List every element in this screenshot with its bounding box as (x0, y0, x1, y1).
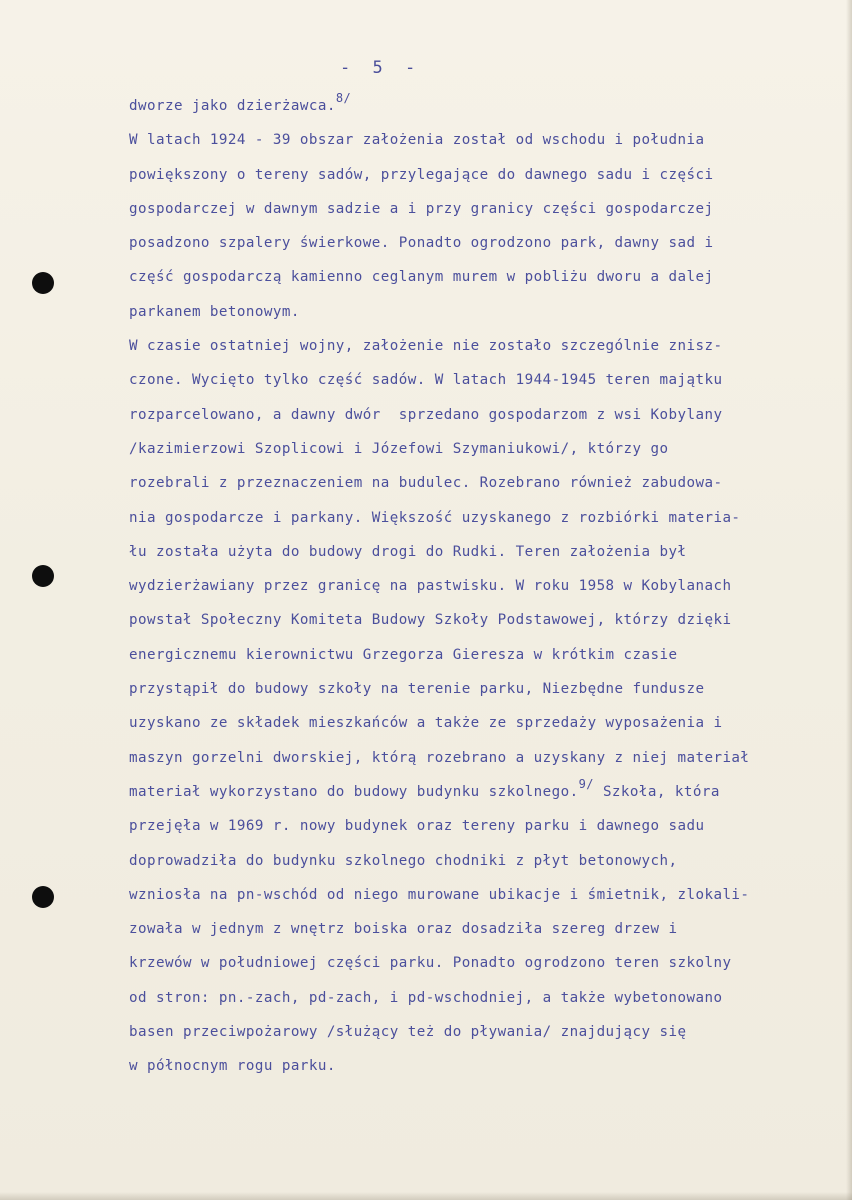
text-line: wzniosła na pn-wschód od niego murowane ubikacje i śmietnik, zlokali- (129, 886, 750, 903)
text-line: parkanem betonowym. (129, 303, 300, 320)
text-line: rozparcelowano, a dawny dwór sprzedano gospodarzom z wsi Kobylany (129, 406, 723, 423)
line-text: Szkoła, która (593, 783, 720, 800)
text-line: powstał Społeczny Komiteta Budowy Szkoły Podstawowej, którzy dzięki (129, 612, 732, 629)
text-line: czone. Wycięto tylko część sadów. W latach 1944-1945 teren majątku (129, 372, 723, 389)
text-line: przejęła w 1969 r. nowy budynek oraz tereny parku i dawnego sadu (129, 818, 705, 835)
text-line: uzyskano ze składek mieszkańców a także ze sprzedaży wyposażenia i (129, 715, 723, 732)
text-line: przystąpił do budowy szkoły na terenie parku, Niezbędne fundusze (129, 681, 705, 698)
footnote-ref: 9/ (578, 776, 594, 791)
typewritten-body (129, 89, 829, 1084)
text-line: gospodarczej w dawnym sadzie a i przy granicy części gospodarczej (129, 200, 714, 217)
text-line (129, 89, 829, 123)
text-line: basen przeciwpożarowy /służący też do pływania/ znajdujący się (129, 1024, 687, 1041)
text-line: W czasie ostatniej wojny, założenie nie zostało szczególnie znisz- (129, 338, 723, 355)
text-line: /kazimierzowi Szoplicowi i Józefowi Szymaniukowi/, którzy go (129, 440, 669, 457)
footnote-ref: 8/ (335, 91, 352, 105)
punch-hole (32, 886, 54, 908)
text-line: nia gospodarcze i parkany. Większość uzyskanego z rozbiórki materia- (129, 509, 741, 526)
text-line: posadzono szpalery świerkowe. Ponadto ogrodzono park, dawny sad i (129, 235, 714, 252)
text-line: rozebrali z przeznaczeniem na budulec. Rozebrano również zabudowa- (129, 475, 723, 492)
page-edge-shadow-bottom (0, 1192, 852, 1200)
punch-hole (32, 272, 54, 294)
text-line: zowała w jednym z wnętrz boiska oraz dosadziła szereg drzew i (129, 921, 678, 938)
page-edge-shadow-right (846, 0, 852, 1200)
text-line: w północnym rogu parku. (129, 1058, 336, 1075)
page-number: - 5 - (340, 58, 422, 78)
text-line: maszyn gorzelni dworskiej, którą rozebrano a uzyskany z niej materiał (129, 749, 750, 766)
text-line: część gospodarczą kamienno ceglanym murem w pobliżu dworu a dalej (129, 269, 714, 286)
text-line: powiększony o tereny sadów, przylegające do dawnego sadu i części (129, 166, 714, 183)
punch-hole (32, 565, 54, 587)
text-line: energicznemu kierownictwu Grzegorza Gieresza w krótkim czasie (129, 646, 678, 663)
text-line: W latach 1924 - 39 obszar założenia został od wschodu i południa (129, 132, 705, 149)
text-line: krzewów w południowej części parku. Ponadto ogrodzono teren szkolny (129, 955, 732, 972)
line-text: materiał wykorzystano do budowy budynku szkolnego. (129, 783, 579, 800)
text-line: wydzierżawiany przez granicę na pastwisku. W roku 1958 w Kobylanach (129, 578, 732, 595)
text-line: od stron: pn.-zach, pd-zach, i pd-wschodniej, a także wybetonowano (129, 989, 723, 1006)
text-line: doprowadziła do budynku szkolnego chodniki z płyt betonowych, (129, 852, 678, 869)
text-line: łu została użyta do budowy drogi do Rudki. Teren założenia był (129, 543, 687, 560)
text-line (129, 775, 829, 809)
line-text: dworze jako dzierżawca. (129, 98, 336, 114)
